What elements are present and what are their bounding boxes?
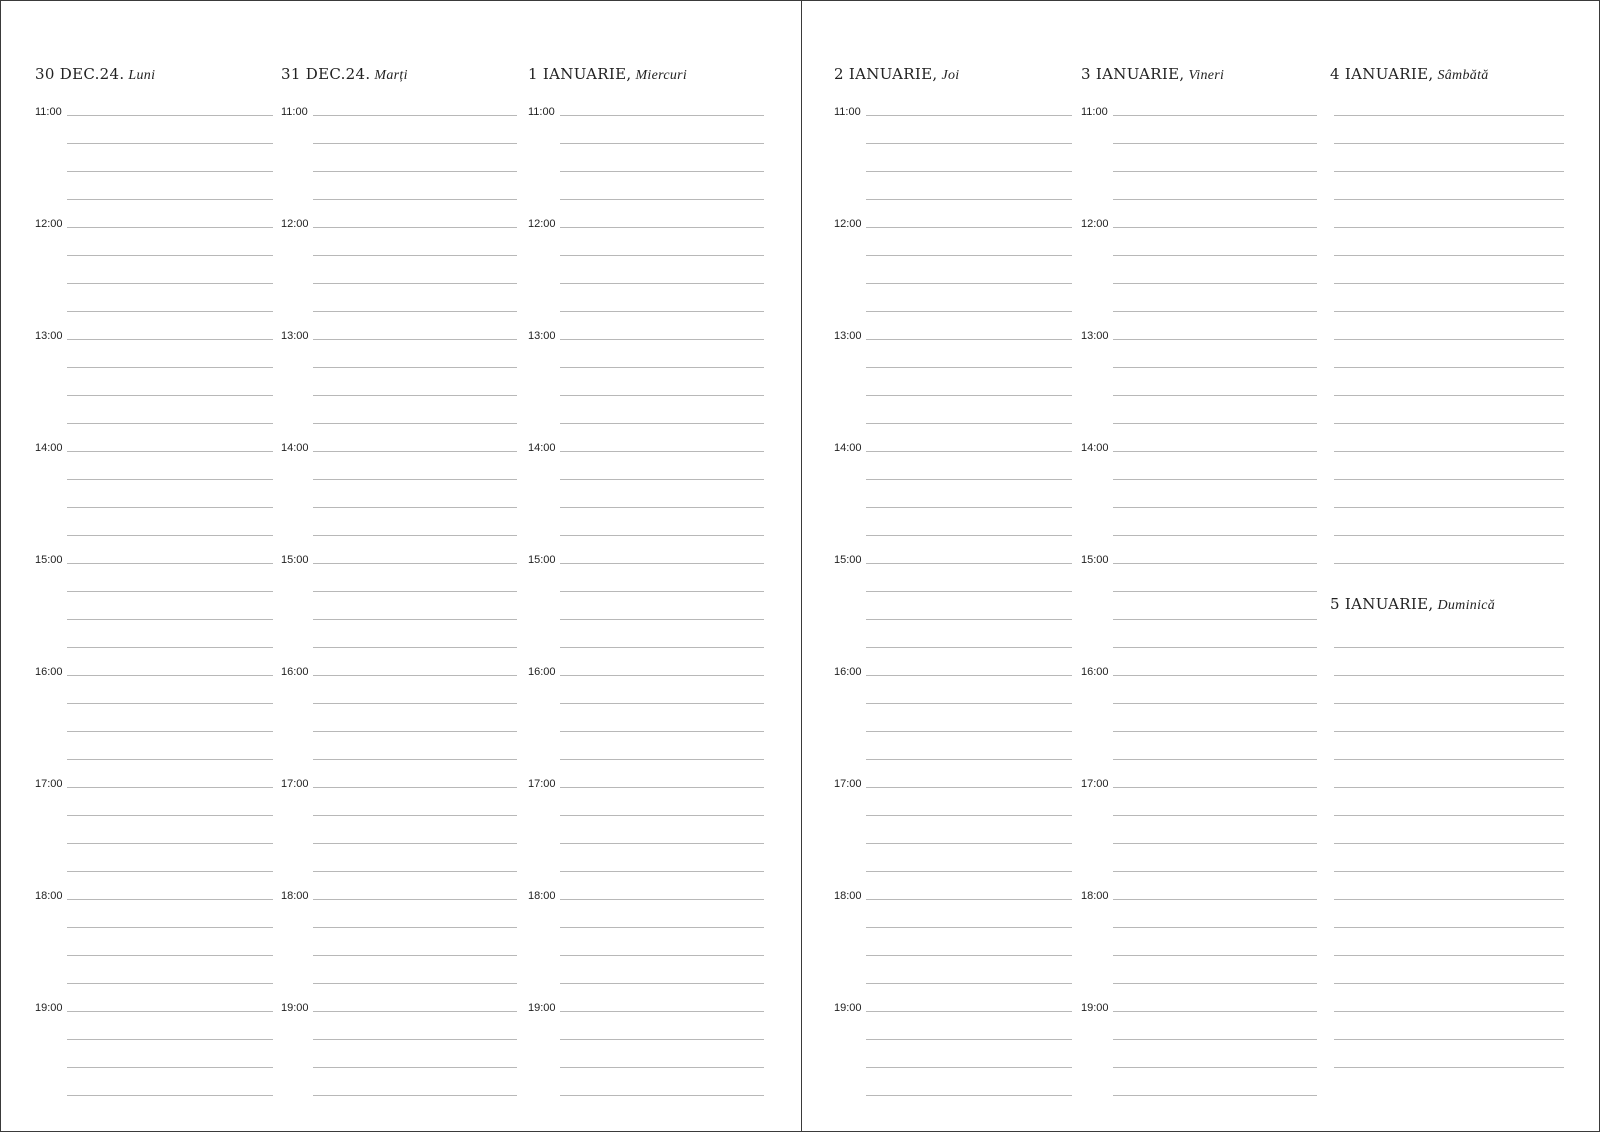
writing-line [1334,759,1564,760]
hour-label: 16:00 [1081,666,1109,678]
writing-line [866,171,1072,172]
writing-line [866,731,1072,732]
writing-line [866,115,1072,116]
writing-line [67,983,273,984]
day-weekday: Luni [128,68,156,83]
writing-line [313,1011,517,1012]
writing-line [1113,479,1317,480]
writing-line [560,255,764,256]
writing-line [1113,955,1317,956]
hour-label: 13:00 [1081,330,1109,342]
writing-line [67,479,273,480]
writing-line [67,927,273,928]
writing-line [866,955,1072,956]
hour-label: 17:00 [1081,778,1109,790]
writing-line [1334,1011,1564,1012]
hour-label: 11:00 [35,106,62,118]
writing-line [67,563,273,564]
writing-line [1334,703,1564,704]
writing-line [560,115,764,116]
writing-line [313,227,517,228]
writing-line [313,703,517,704]
day-weekday: Sâmbătă [1437,68,1489,83]
writing-line [313,395,517,396]
hour-label: 12:00 [834,218,862,230]
writing-line [866,591,1072,592]
writing-line [560,647,764,648]
writing-line [67,1011,273,1012]
writing-line [1334,199,1564,200]
hour-label: 19:00 [281,1002,309,1014]
writing-line [1334,395,1564,396]
writing-line [866,927,1072,928]
day-weekday: Duminică [1437,598,1496,613]
hour-label: 13:00 [528,330,556,342]
writing-line [866,143,1072,144]
hour-label: 14:00 [1081,442,1109,454]
writing-line [866,787,1072,788]
writing-line [1334,115,1564,116]
hour-label: 18:00 [281,890,309,902]
hour-label: 16:00 [834,666,862,678]
writing-line [1113,563,1317,564]
day-date: 30 DEC.24. [35,65,125,83]
writing-line [67,283,273,284]
writing-line [1334,731,1564,732]
writing-line [560,283,764,284]
writing-line [67,199,273,200]
hour-label: 18:00 [834,890,862,902]
writing-line [1113,871,1317,872]
writing-line [313,983,517,984]
writing-line [313,927,517,928]
writing-line [313,199,517,200]
writing-line [1334,983,1564,984]
hour-label: 19:00 [1081,1002,1109,1014]
writing-line [560,675,764,676]
writing-line [1334,535,1564,536]
day-header [281,65,408,84]
writing-line [313,871,517,872]
writing-line [67,451,273,452]
writing-line [560,227,764,228]
writing-line [313,899,517,900]
writing-line [1113,591,1317,592]
writing-line [560,619,764,620]
writing-line [1334,143,1564,144]
writing-line [560,367,764,368]
writing-line [866,339,1072,340]
writing-line [560,199,764,200]
day-date: 5 IANUARIE, [1330,595,1434,613]
writing-line [1113,451,1317,452]
writing-line [866,283,1072,284]
day-column-tue [281,1,517,1131]
writing-line [560,843,764,844]
writing-line [866,843,1072,844]
hour-label: 12:00 [1081,218,1109,230]
day-weekday: Vineri [1188,68,1225,83]
writing-line [313,619,517,620]
writing-line [560,1011,764,1012]
writing-line [1334,899,1564,900]
writing-line [866,423,1072,424]
writing-line [67,759,273,760]
writing-line [1113,1067,1317,1068]
hour-label: 16:00 [35,666,63,678]
writing-line [1334,815,1564,816]
writing-line [67,591,273,592]
day-header-sun [1330,595,1495,614]
writing-line [560,1067,764,1068]
writing-line [866,395,1072,396]
writing-line [1113,619,1317,620]
day-weekday: Marți [374,68,408,83]
writing-line [313,591,517,592]
writing-line [866,367,1072,368]
hour-label: 15:00 [281,554,309,566]
writing-line [67,1067,273,1068]
hour-label: 17:00 [834,778,862,790]
writing-line [560,507,764,508]
writing-line [67,395,273,396]
writing-line [313,787,517,788]
day-column-wed [528,1,764,1131]
writing-line [1334,843,1564,844]
writing-line [67,423,273,424]
hour-label: 13:00 [35,330,63,342]
day-header [1081,65,1224,84]
writing-line [67,815,273,816]
writing-line [67,115,273,116]
writing-line [1113,787,1317,788]
hour-label: 15:00 [528,554,556,566]
writing-line [313,367,517,368]
hour-label: 18:00 [35,890,63,902]
hour-label: 15:00 [35,554,63,566]
writing-line [866,1039,1072,1040]
writing-line [67,899,273,900]
writing-line [1113,675,1317,676]
writing-line [67,1095,273,1096]
writing-line [313,1095,517,1096]
writing-line [560,703,764,704]
hour-label: 14:00 [281,442,309,454]
writing-line [313,171,517,172]
hour-label: 11:00 [528,106,555,118]
writing-line [313,339,517,340]
writing-line [1334,171,1564,172]
writing-line [67,675,273,676]
writing-line [560,871,764,872]
hour-label: 15:00 [1081,554,1109,566]
writing-line [313,955,517,956]
writing-line [560,339,764,340]
day-header [528,65,687,84]
writing-line [866,199,1072,200]
writing-line [866,675,1072,676]
writing-line [1334,927,1564,928]
hour-label: 19:00 [834,1002,862,1014]
writing-line [560,899,764,900]
writing-line [1113,423,1317,424]
writing-line [67,339,273,340]
writing-line [313,451,517,452]
writing-line [67,227,273,228]
day-header [35,65,155,84]
writing-line [866,647,1072,648]
writing-line [1334,451,1564,452]
writing-line [866,535,1072,536]
writing-line [866,899,1072,900]
writing-line [560,983,764,984]
writing-line [67,311,273,312]
writing-line [560,1039,764,1040]
writing-line [866,815,1072,816]
writing-line [1113,199,1317,200]
hour-label: 15:00 [834,554,862,566]
writing-line [313,507,517,508]
writing-line [560,563,764,564]
writing-line [1113,507,1317,508]
writing-line [67,255,273,256]
hour-label: 11:00 [834,106,861,118]
writing-line [560,535,764,536]
writing-line [866,871,1072,872]
writing-line [560,171,764,172]
writing-line [1113,815,1317,816]
writing-line [1334,507,1564,508]
writing-line [313,115,517,116]
writing-line [67,619,273,620]
day-column-sat [1330,1,1564,1131]
writing-line [313,675,517,676]
writing-line [313,255,517,256]
writing-line [1334,1067,1564,1068]
writing-line [560,311,764,312]
writing-line [560,143,764,144]
writing-line [560,815,764,816]
writing-line [67,731,273,732]
hour-label: 18:00 [1081,890,1109,902]
writing-line [313,815,517,816]
writing-line [1334,479,1564,480]
hour-label: 14:00 [834,442,862,454]
writing-line [67,787,273,788]
hour-label: 12:00 [528,218,556,230]
writing-line [560,591,764,592]
writing-line [1334,367,1564,368]
writing-line [866,703,1072,704]
writing-line [313,759,517,760]
hour-label: 17:00 [528,778,556,790]
writing-line [67,367,273,368]
writing-line [313,535,517,536]
writing-line [1113,311,1317,312]
hour-label: 19:00 [528,1002,556,1014]
writing-line [560,451,764,452]
writing-line [67,843,273,844]
page-spine [801,1,802,1131]
writing-line [1113,759,1317,760]
writing-line [67,1039,273,1040]
writing-line [866,563,1072,564]
writing-line [1334,339,1564,340]
hour-label: 17:00 [35,778,63,790]
writing-line [1113,843,1317,844]
hour-label: 11:00 [281,106,308,118]
hour-label: 18:00 [528,890,556,902]
writing-line [866,1011,1072,1012]
day-column-thu [834,1,1072,1131]
writing-line [866,619,1072,620]
day-header [834,65,959,84]
day-header [1330,65,1489,84]
writing-line [1113,1039,1317,1040]
writing-line [866,507,1072,508]
writing-line [560,759,764,760]
day-date: 4 IANUARIE, [1330,65,1434,83]
writing-line [1334,787,1564,788]
day-date: 3 IANUARIE, [1081,65,1185,83]
writing-line [866,1067,1072,1068]
writing-line [560,395,764,396]
hour-label: 12:00 [281,218,309,230]
writing-line [313,143,517,144]
writing-line [1113,647,1317,648]
writing-line [560,787,764,788]
writing-line [1113,731,1317,732]
writing-line [67,507,273,508]
writing-line [1113,255,1317,256]
writing-line [560,731,764,732]
writing-line [866,227,1072,228]
writing-line [1334,311,1564,312]
writing-line [67,171,273,172]
writing-line [67,143,273,144]
writing-line [1113,115,1317,116]
writing-line [1113,171,1317,172]
writing-line [1334,955,1564,956]
day-column-mon [35,1,273,1131]
writing-line [1334,255,1564,256]
writing-line [560,955,764,956]
writing-line [560,927,764,928]
hour-label: 11:00 [1081,106,1108,118]
writing-line [313,311,517,312]
day-date: 2 IANUARIE, [834,65,938,83]
writing-line [313,1039,517,1040]
hour-label: 13:00 [281,330,309,342]
writing-line [560,423,764,424]
day-weekday: Miercuri [635,68,688,83]
writing-line [67,871,273,872]
day-weekday: Joi [941,68,960,83]
writing-line [313,283,517,284]
day-column-fri [1081,1,1317,1131]
writing-line [1113,983,1317,984]
writing-line [560,1095,764,1096]
writing-line [67,703,273,704]
writing-line [1334,283,1564,284]
hour-label: 14:00 [528,442,556,454]
day-date: 31 DEC.24. [281,65,371,83]
writing-line [1113,367,1317,368]
writing-line [560,479,764,480]
writing-line [1113,535,1317,536]
writing-line [1113,227,1317,228]
hour-label: 13:00 [834,330,862,342]
writing-line [1113,927,1317,928]
hour-label: 12:00 [35,218,63,230]
writing-line [866,255,1072,256]
writing-line [1334,423,1564,424]
writing-line [866,451,1072,452]
writing-line [1113,703,1317,704]
writing-line [67,955,273,956]
writing-line [1334,1039,1564,1040]
writing-line [313,1067,517,1068]
writing-line [1113,899,1317,900]
hour-label: 14:00 [35,442,63,454]
day-date: 1 IANUARIE, [528,65,632,83]
writing-line [1113,339,1317,340]
writing-line [1334,563,1564,564]
writing-line [866,983,1072,984]
writing-line [313,423,517,424]
writing-line [866,311,1072,312]
writing-line [313,479,517,480]
writing-line [1113,143,1317,144]
writing-line [67,647,273,648]
writing-line [1113,283,1317,284]
writing-line [866,1095,1072,1096]
writing-line [1334,227,1564,228]
hour-label: 16:00 [281,666,309,678]
writing-line [313,563,517,564]
writing-line [866,759,1072,760]
hour-label: 17:00 [281,778,309,790]
hour-label: 16:00 [528,666,556,678]
writing-line [1113,1095,1317,1096]
writing-line [313,647,517,648]
writing-line [1334,675,1564,676]
writing-line [866,479,1072,480]
writing-line [1334,871,1564,872]
writing-line [67,535,273,536]
writing-line [313,843,517,844]
writing-line [1334,647,1564,648]
hour-label: 19:00 [35,1002,63,1014]
writing-line [1113,1011,1317,1012]
writing-line [313,731,517,732]
writing-line [1113,395,1317,396]
